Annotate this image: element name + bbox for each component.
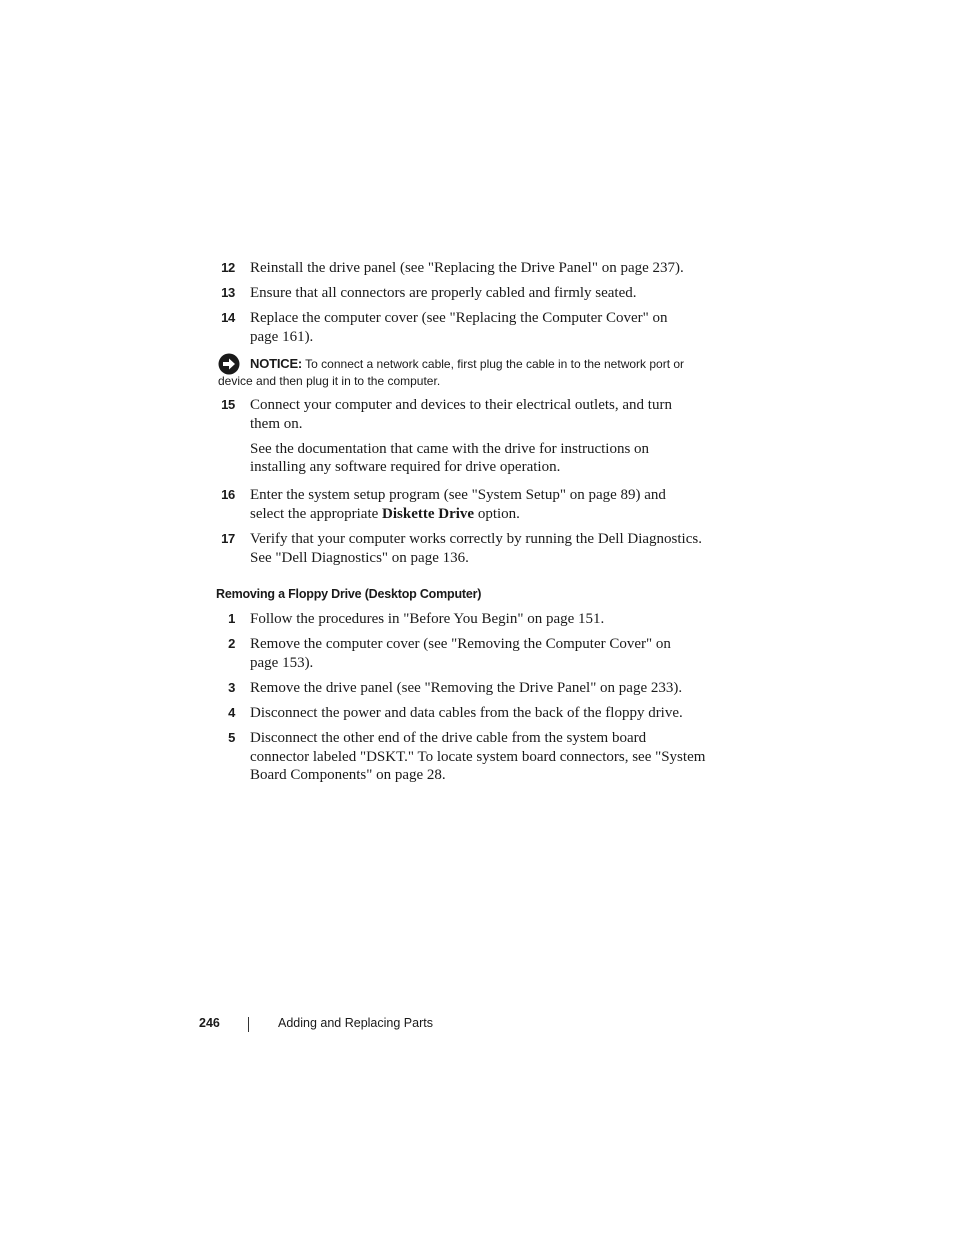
step-number: 4 [228,705,235,720]
step-text-line: Verify that your computer works correctly by running the Dell Diagnostics. [250,531,702,547]
step-text [250,530,720,567]
step-text: Disconnect the power and data cables from the back of the floppy drive. [250,705,683,721]
step-text [250,635,720,672]
step-number: 15 [221,397,235,412]
step-text-line: them on. [250,415,303,432]
ui-option-name: Diskette Drive [382,505,475,522]
step-number: 14 [221,310,235,325]
step-text-line: page 161). [250,328,314,345]
step-text-line: Board Components" on page 28. [250,767,446,783]
step-number: 5 [228,730,235,745]
step-text-line: See "Dell Diagnostics" on page 136. [250,549,469,566]
step-number: 12 [221,260,235,275]
notice-line: To connect a network cable, first plug the cable in to the network port or [305,357,685,371]
step-number: 13 [221,285,235,300]
step-text-line: Connect your computer and devices to their electrical outlets, and turn [250,397,672,413]
step-note-line: See the documentation that came with the drive for instructions on [250,440,650,457]
step-text-line: page 153). [250,654,314,671]
step-text-line: Remove the computer cover (see "Removing the Computer Cover" on [250,636,671,652]
step-number: 17 [221,531,235,546]
step-text [250,729,720,785]
step-text-line: connector labeled "DSKT." To locate system board connectors, see "System [250,748,706,765]
notice-label: NOTICE: [250,356,303,371]
step-text-fragment: select the appropriate [250,505,383,522]
step-number: 2 [228,636,235,651]
step-text [250,309,720,346]
section-heading: Removing a Floppy Drive (Desktop Computer) [216,587,482,601]
notice-line: device and then plug it in to the computer. [218,374,441,388]
footer-separator [248,1017,249,1032]
step-text [250,396,720,477]
step-text: Reinstall the drive panel (see "Replacing the Drive Panel" on page 237). [250,260,684,276]
step-number: 1 [228,611,235,626]
step-text: Remove the drive panel (see "Removing the Drive Panel" on page 233). [250,680,683,696]
chapter-title: Adding and Replacing Parts [278,1016,433,1030]
step-number: 3 [228,680,235,695]
step-number: 16 [221,487,235,502]
step-text-fragment: option. [474,505,520,522]
step-text-line: Enter the system setup program (see "System Setup" on page 89) and [250,487,666,503]
step-text: Ensure that all connectors are properly cabled and firmly seated. [250,285,637,301]
notice-text [218,355,720,390]
page-number: 246 [199,1016,220,1030]
notice-arrow-icon [218,353,240,375]
step-note-line: installing any software required for drive operation. [250,459,561,475]
step-text-line: Disconnect the other end of the drive cable from the system board [250,730,647,746]
step-text-line [250,505,720,524]
step-text-line: Replace the computer cover (see "Replacing the Computer Cover" on [250,310,668,326]
step-text: Follow the procedures in "Before You Begin" on page 151. [250,611,605,627]
step-text [250,486,720,523]
